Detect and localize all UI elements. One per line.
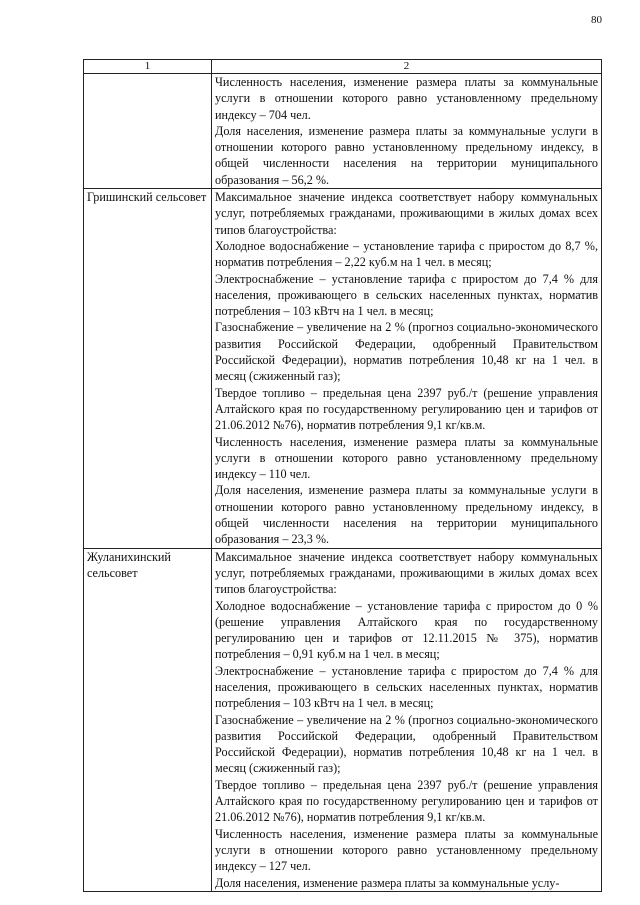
paragraph: Максимальное значение индекса соответствует набору коммунальных услуг, потребляемых гражданами, проживающими в жилых домах всех типов благоустройства: xyxy=(215,190,598,237)
table-row xyxy=(84,189,602,549)
description-cell xyxy=(212,548,602,891)
paragraph: Численность населения, изменение размера платы за коммунальные услуги в отношении которого равно установленному предельному индексу – 704 чел. xyxy=(215,75,598,122)
paragraph: Холодное водоснабжение – установление тарифа с приростом до 8,7 %, норматив потребления – 2,22 куб.м на 1 чел. в месяц; xyxy=(215,238,598,270)
page-number: 80 xyxy=(591,14,602,26)
paragraph: Газоснабжение – увеличение на 2 % (прогноз социально-экономического развития Российской Федерации, одобренный Правительством Российской Федерации), норматив потребления 10,48 кг на 1 чел. в месяц (сжиженный газ); xyxy=(215,712,598,776)
column-header-2: 2 xyxy=(212,60,602,74)
paragraph: Твердое топливо – предельная цена 2397 руб./т (решение управления Алтайского края по государственному регулированию цен и тарифов от 21.06.2012 №76), норматив потребления 9,1 кг/кв.м. xyxy=(215,385,598,433)
description-cell xyxy=(212,189,602,549)
paragraph: Численность населения, изменение размера платы за коммунальные услуги в отношении которого равно установленному предельному индексу – 110 чел. xyxy=(215,434,598,482)
paragraph: Доля населения, изменение размера платы за коммунальные услуги в отношении которого равно установленному предельному индексу, в общей численности населения на территории муниципального образования – 23,3 %. xyxy=(215,483,598,547)
paragraph: Максимальное значение индекса соответствует набору коммунальных услуг, потребляемых гражданами, проживающими в жилых домах всех типов благоустройства: xyxy=(215,549,598,597)
paragraph: Электроснабжение – установление тарифа с приростом до 7,4 % для населения, проживающего в сельских населенных пунктах, норматив потребления – 103 кВтч на 1 чел. в месяц; xyxy=(215,663,598,711)
municipality-name-cell xyxy=(84,74,212,189)
municipality-name-cell: Жуланихинский сельсовет xyxy=(84,548,212,891)
paragraph: Электроснабжение – установление тарифа с приростом до 7,4 % для населения, проживающего в сельских населенных пунктах, норматив потребления – 103 кВтч на 1 чел. в месяц; xyxy=(215,271,598,319)
tariff-table xyxy=(83,59,602,892)
description-cell xyxy=(212,74,602,189)
column-header-1: 1 xyxy=(84,60,212,74)
table-row xyxy=(84,74,602,189)
paragraph: Доля населения, изменение размера платы за коммунальные услуги в отношении которого равно установленному предельному индексу, в общей численности населения на территории муниципального образования – 56,2 %. xyxy=(215,123,598,187)
table-header-row xyxy=(84,60,602,74)
paragraph: Холодное водоснабжение – установление тарифа с приростом до 0 % (решение управления Алтайского края по государственному регулированию цен и тарифов от 12.11.2015 № 375), норматив потребления – 0,91 куб.м на 1 чел. в месяц; xyxy=(215,598,598,662)
paragraph: Твердое топливо – предельная цена 2397 руб./т (решение управления Алтайского края по государственному регулированию цен и тарифов от 21.06.2012 №76), норматив потребления 9,1 кг/кв.м. xyxy=(215,777,598,825)
municipality-name-cell: Гришинский сельсовет xyxy=(84,189,212,549)
paragraph: Доля населения, изменение размера платы за коммунальные услу- xyxy=(215,875,560,890)
table-row xyxy=(84,548,602,891)
paragraph: Газоснабжение – увеличение на 2 % (прогноз социально-экономического развития Российской Федерации, одобренный Правительством Российской Федерации), норматив потребления 10,48 кг на 1 чел. в месяц (сжиженный газ); xyxy=(215,320,598,384)
paragraph: Численность населения, изменение размера платы за коммунальные услуги в отношении которого равно установленному предельному индексу – 127 чел. xyxy=(215,826,598,874)
